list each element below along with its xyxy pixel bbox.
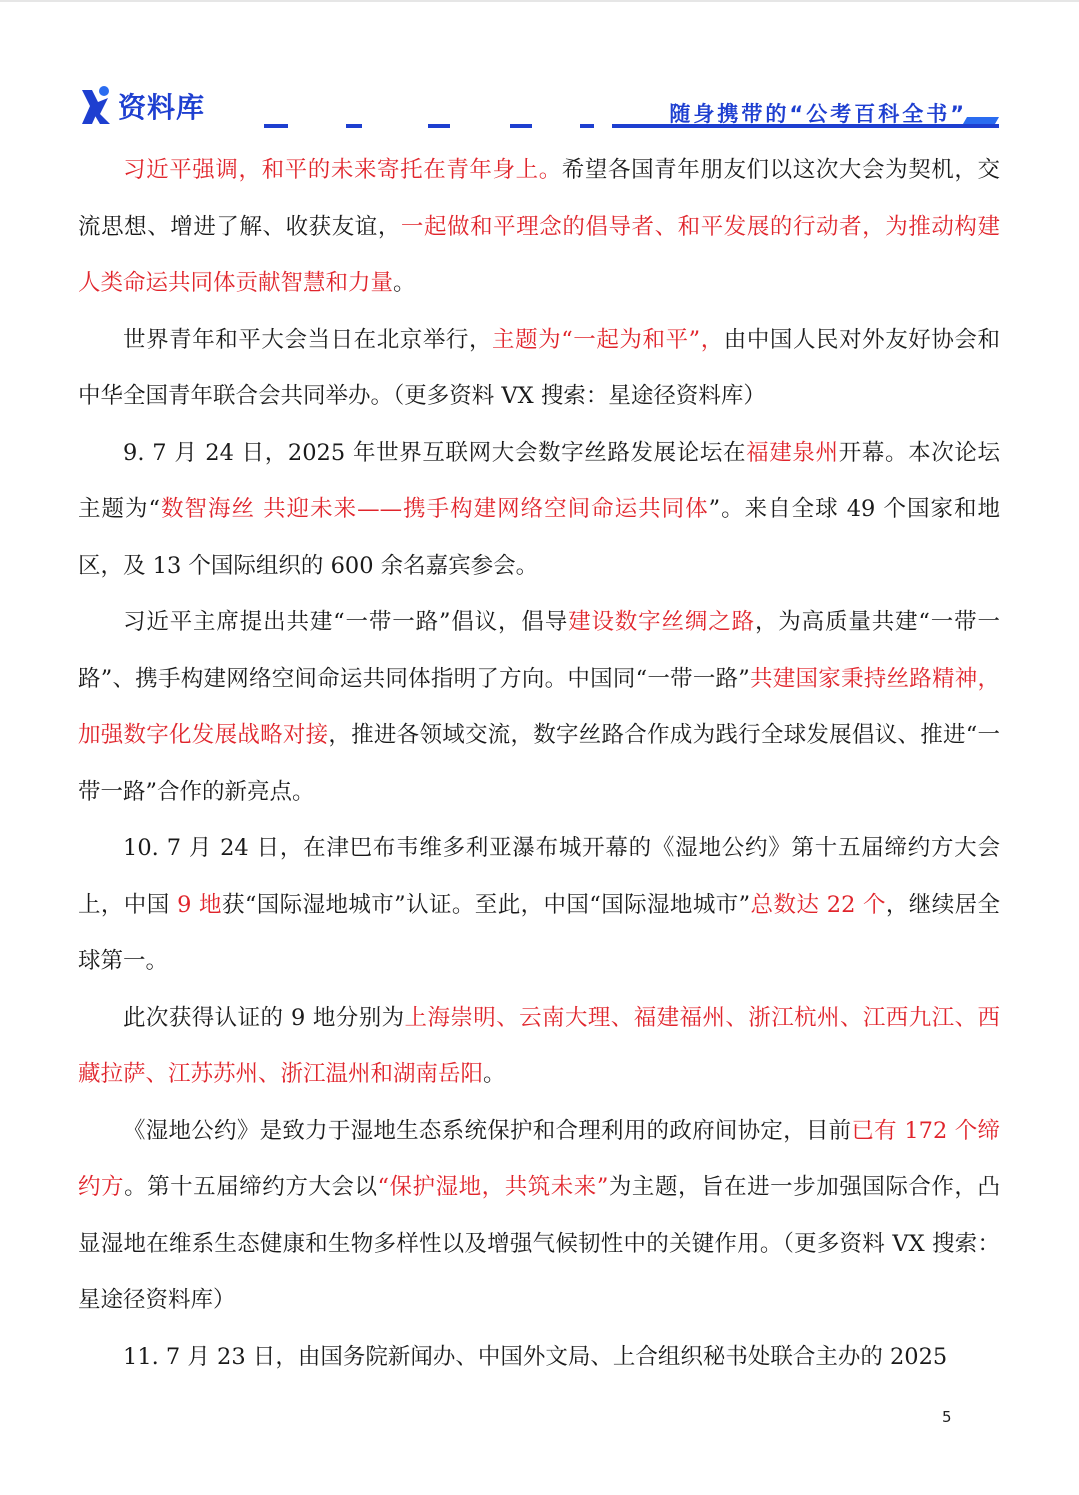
highlighted-text: 9 地 — [177, 891, 222, 918]
header-accent — [963, 117, 999, 124]
header-dash — [580, 124, 594, 128]
body-text: ，推进各领域交流，数字丝路合作成为践行全球发展倡议、推进“一带一路”合作的新亮点。 — [78, 722, 1000, 805]
body-text: 世界青年和平大会当日在北京举行， — [123, 326, 493, 353]
highlighted-text: 建设数字丝绸之路 — [568, 609, 755, 635]
logo-x-icon — [78, 84, 114, 128]
body-text: ，为高质量共建“一带一路”、携手构建网络空间命运共同体指明了方向。中国同“一带一路” — [78, 609, 1000, 692]
body-text: 。 — [393, 270, 416, 296]
paragraph — [78, 1329, 1000, 1386]
article-body — [78, 142, 1000, 1385]
highlighted-text: 上海崇明、云南大理、福建福州、浙江杭州、江西九江、西藏拉萨、江苏苏州、浙江温州和湖南岳阳 — [78, 1004, 1000, 1087]
paragraph — [78, 1103, 1000, 1329]
body-text: 《湿地公约》是致力于湿地生态系统保护和合理利用的政府间协定，目前 — [123, 1117, 852, 1144]
highlighted-text: 数智海丝 共迎未来——携手构建网络空间命运共同体 — [160, 496, 709, 522]
header-dash — [346, 124, 362, 128]
paragraph — [78, 990, 1000, 1103]
body-text: 此次获得认证的 9 地分别为 — [123, 1004, 405, 1031]
header-tagline: 随身携带的“公考百科全书” — [669, 102, 967, 126]
body-text: 。 — [483, 1061, 506, 1087]
body-text: 获“国际湿地城市”认证。至此，中国“国际湿地城市” — [221, 891, 751, 918]
body-text: 。第十五届缔约方大会以 — [124, 1174, 378, 1200]
paragraph — [78, 142, 1000, 312]
highlighted-text: 总数达 22 个 — [750, 891, 886, 918]
highlighted-text: 福建泉州 — [746, 439, 839, 466]
highlighted-text: 共建国家秉持丝路精神，加强数字化发展战略对接 — [78, 665, 1000, 748]
body-text: 开幕。本次论坛主题为“ — [78, 439, 1000, 522]
highlighted-text: “保护湿地，共筑未来” — [377, 1174, 609, 1200]
highlighted-text: 习近平强调，和平的未来寄托在青年身上。 — [123, 157, 562, 183]
logo-text: 资料库 — [118, 91, 206, 124]
body-text: ，继续居全球第一。 — [78, 891, 1001, 974]
paragraph — [78, 820, 1000, 990]
page-header — [0, 80, 1079, 136]
highlighted-text: 主题为“一起为和平”， — [492, 326, 724, 353]
body-text: 10. 7 月 24 日，在津巴布韦维多利亚瀑布城开幕的《湿地公约》第十五届缔约方大会上，中国 — [78, 835, 1000, 918]
body-text: 9. 7 月 24 日，2025 年世界互联网大会数字丝路发展论坛在 — [123, 439, 747, 466]
logo — [78, 84, 205, 128]
body-text: 希望各国青年朋友们以这次大会为契机，交流思想、增进了解、收获友谊， — [78, 157, 1000, 240]
page-number: 5 — [942, 1408, 952, 1426]
highlighted-text: 已有 172 个缔约方 — [78, 1117, 1000, 1200]
paragraph — [78, 594, 1000, 820]
body-text: 11. 7 月 23 日，由国务院新闻办、中国外文局、上合组织秘书处联合主办的 2025 — [123, 1343, 948, 1370]
body-text: 由中国人民对外友好协会和中华全国青年联合会共同举办。（更多资料 VX 搜索：星途径资料库） — [78, 326, 1000, 409]
paragraph — [78, 425, 1000, 595]
top-border — [0, 0, 1079, 2]
paragraph — [78, 312, 1000, 425]
header-dash — [510, 124, 532, 128]
body-text: ”。来自全球 49 个国家和地区，及 13 个国际组织的 600 余名嘉宾参会。 — [78, 496, 1000, 579]
body-text: 为主题，旨在进一步加强国际合作，凸显湿地在维系生态健康和生物多样性以及增强气候韧性中的关键作用。（更多资料 VX 搜索：星途径资料库） — [78, 1174, 1000, 1313]
header-dash — [264, 124, 288, 128]
header-dash — [428, 124, 450, 128]
highlighted-text: 一起做和平理念的倡导者、和平发展的行动者，为推动构建人类命运共同体贡献智慧和力量 — [78, 213, 1000, 296]
body-text: 习近平主席提出共建“一带一路”倡议，倡导 — [123, 609, 569, 635]
